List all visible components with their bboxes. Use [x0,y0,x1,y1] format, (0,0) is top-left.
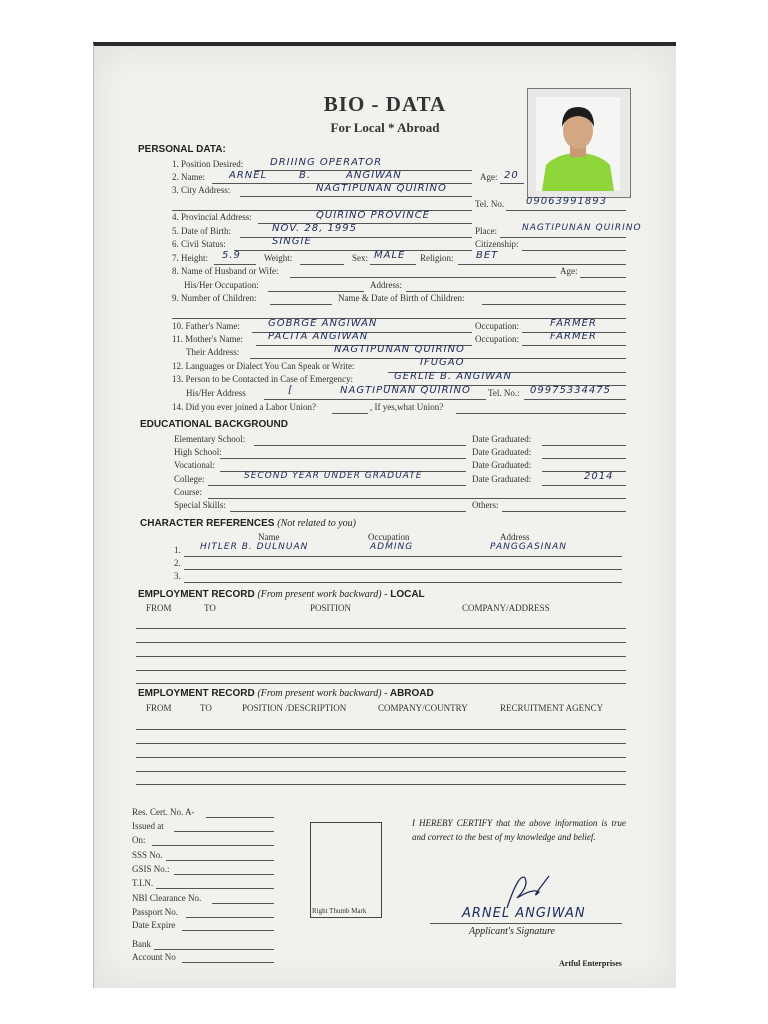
abroad-row-4 [136,771,626,772]
college-graduated-line [542,485,626,486]
thumb-mark-box [310,822,382,918]
reference-1-number: 1. [174,545,181,555]
city-value: NAGTIPUNAN QUIRINO [316,183,447,194]
emergency-address-line [264,399,486,400]
civil-status-value: SINGIE [272,236,312,247]
spouse-occupation-line [268,291,364,292]
union-line [332,413,368,414]
first-name-value: ARNEL [229,170,268,181]
issued-on-label: On: [132,835,146,845]
name-label: 2. Name: [172,172,205,182]
sex-value: MALE [374,250,406,261]
employment-abroad-note: (From present work backward) - [257,688,388,699]
position-value: DRIIING OPERATOR [270,157,383,168]
emergency-address-prefix: [ [288,385,293,396]
college-line [208,485,466,486]
reference-1-line [184,556,622,557]
spouse-occupation-label: His/Her Occupation: [184,280,259,290]
vocational-graduated-label: Date Graduated: [472,460,532,470]
photo-frame [527,88,631,198]
abroad-row-5 [136,784,626,785]
college-graduated-value: 2014 [584,471,614,482]
bank-line [154,949,274,950]
city-line [240,196,472,197]
abroad-row-3 [136,757,626,758]
tel-label: Tel. No. [475,199,505,209]
vocational-label: Vocational: [174,460,215,470]
abroad-company-header: COMPANY/COUNTRY [378,703,468,713]
local-position-header: POSITION [310,603,352,613]
reference-1-occupation: ADMING [370,542,414,552]
spouse-label: 8. Name of Husband or Wife: [172,266,279,276]
high-school-graduated-label: Date Graduated: [472,447,532,457]
spouse-age-label: Age: [560,266,578,276]
college-label: College: [174,474,205,484]
reference-occupation-header: Occupation [368,532,410,542]
signature-line [430,923,622,924]
character-references-title: CHARACTER REFERENCES [140,518,275,529]
course-line [208,498,626,499]
provincial-value: QUIRINO PROVINCE [316,210,430,221]
height-value: 5.9 [222,250,241,261]
civil-status-line [234,250,472,251]
local-from-header: FROM [146,603,172,613]
issued-at-line [174,831,274,832]
place-line [500,237,626,238]
citizenship-label: Citizenship: [475,239,519,249]
gsis-line [174,874,274,875]
form-subtitle: For Local * Abroad [330,120,440,135]
mother-occupation-line [522,345,626,346]
local-company-header: COMPANY/ADDRESS [462,603,550,613]
local-row-3 [136,656,626,657]
high-school-label: High School: [174,447,222,457]
applicant-signature: ARNEL ANGIWAN [462,906,586,921]
reference-name-header: Name [258,532,280,542]
emergency-contact-value: GERLIE B. ANGIWAN [394,371,512,382]
sss-line [166,860,274,861]
reference-1-address: PANGGASINAN [490,542,567,552]
res-cert-label: Res. Cert. No. A- [132,807,195,817]
local-row-5 [136,683,626,684]
signature-caption: Applicant's Signature [469,926,555,937]
character-references-heading [140,518,356,529]
issued-on-line [152,845,274,846]
citizenship-line [522,250,626,251]
elementary-label: Elementary School: [174,434,246,444]
employment-local-note: (From present work backward) - [257,589,388,600]
emergency-tel-value: 09975334475 [530,385,611,396]
abroad-from-header: FROM [146,703,172,713]
elementary-line [254,445,466,446]
college-value: SECOND YEAR UNDER GRADUATE [244,471,423,481]
age-line [500,183,524,184]
tin-line [156,888,274,889]
position-label: 1. Position Desired: [172,159,244,169]
employment-abroad-tag: ABROAD [389,688,434,699]
their-address-value: NAGTIPUNAN QUIRINO [334,344,465,355]
tel-value: 09063991893 [526,196,607,207]
account-line [182,962,274,963]
tel-line [506,210,626,211]
date-expire-label: Date Expire [132,920,176,930]
abroad-row-1 [136,729,626,730]
local-row-4 [136,670,626,671]
sex-label: Sex: [352,253,369,263]
children-names-line [482,304,626,305]
form-title: BIO - DATA [323,92,447,116]
emergency-tel-label: Tel. No.: [488,388,520,398]
emergency-tel-line [524,399,626,400]
college-graduated-label: Date Graduated: [472,474,532,484]
res-cert-line [206,817,274,818]
spouse-line [290,277,556,278]
children-count-label: 9. Number of Children: [172,293,257,303]
nbi-label: NBI Clearance No. [132,893,202,903]
sex-line [370,264,416,265]
others-line [502,511,626,512]
age-label: Age: [480,172,498,182]
languages-label: 12. Languages or Dialect You Can Speak or Write: [172,361,355,371]
high-school-graduated-line [542,458,626,459]
reference-3-line [184,582,622,583]
reference-2-number: 2. [174,558,181,568]
middle-name-value: B. [299,170,312,181]
spouse-address-line [406,291,626,292]
mother-label: 11. Mother's Name: [172,334,244,344]
union-if-yes-label: , If yes,what Union? [370,402,444,412]
reference-address-header: Address [500,532,530,542]
abroad-row-2 [136,743,626,744]
special-skills-line [230,511,466,512]
publisher-footer: Artful Enterprises [559,959,622,968]
passport-line [186,917,274,918]
employment-local-title: EMPLOYMENT RECORD [138,589,255,600]
applicant-photo [536,97,620,191]
spouse-age-line [580,277,626,278]
father-value: GOBRGE ANGIWAN [268,318,378,329]
children-count-line [270,304,332,305]
high-school-line [220,458,466,459]
spouse-address-label: Address: [370,280,402,290]
special-skills-label: Special Skills: [174,500,226,510]
abroad-position-header: POSITION /DESCRIPTION [242,703,347,713]
age-value: 20 [504,170,519,181]
abroad-agency-header: RECRUITMENT AGENCY [500,703,604,713]
languages-value: IFUGAO [420,357,465,368]
employment-local-heading [138,589,425,600]
father-label: 10. Father's Name: [172,321,240,331]
father-occupation-label: Occupation: [475,321,519,331]
elementary-graduated-label: Date Graduated: [472,434,532,444]
father-occupation-value: FARMER [550,318,597,329]
employment-local-tag: LOCAL [390,589,425,600]
elementary-graduated-line [542,445,626,446]
course-label: Course: [174,487,202,497]
others-label: Others: [472,500,499,510]
tin-label: T.I.N. [132,878,154,888]
bank-label: Bank [132,939,151,949]
abroad-to-header: TO [200,703,212,713]
employment-abroad-title: EMPLOYMENT RECORD [138,688,255,699]
reference-1-name: HITLER B. DULNUAN [200,542,309,552]
height-line [214,264,256,265]
religion-value: BET [476,250,499,261]
character-references-note: (Not related to you) [277,518,357,529]
dob-value: NOV. 28, 1995 [272,223,357,234]
certification-text: I HEREBY CERTIFY that the above information is true and correct to the best of my knowledge and belief. [412,818,626,842]
union-name-line [456,413,626,414]
provincial-label: 4. Provincial Address: [172,212,252,222]
union-label: 14. Did you ever joined a Labor Union? [172,402,316,412]
local-row-2 [136,642,626,643]
account-label: Account No [132,952,176,962]
place-label: Place: [475,226,497,236]
sss-label: SSS No. [132,850,163,860]
nbi-line [212,903,274,904]
weight-label: Weight: [264,253,293,263]
mother-occupation-label: Occupation: [475,334,519,344]
religion-line [458,264,626,265]
religion-label: Religion: [420,253,454,263]
reference-2-line [184,569,622,570]
mother-occupation-value: FARMER [550,331,597,342]
dob-label: 5. Date of Birth: [172,226,231,236]
civil-status-label: 6. Civil Status: [172,239,226,249]
date-expire-line [182,930,274,931]
local-to-header: TO [204,603,216,613]
gsis-label: GSIS No.: [132,864,170,874]
education-heading: EDUCATIONAL BACKGROUND [140,419,288,430]
emergency-contact-label: 13. Person to be Contacted in Case of Emergency: [172,374,354,384]
reference-3-number: 3. [174,571,181,581]
issued-at-label: Issued at [132,821,164,831]
thumb-mark-label: Right Thumb Mark [312,907,367,915]
emergency-address-label: His/Her Address [186,388,246,398]
employment-abroad-heading [138,688,434,699]
place-value: NAGTIPUNAN QUIRINO [522,223,642,233]
mother-value: PACITA ANGIWAN [268,331,369,342]
passport-label: Passport No. [132,907,179,917]
children-names-label: Name & Date of Birth of Children: [338,293,465,303]
weight-line [300,264,344,265]
last-name-value: ANGIWAN [346,170,402,181]
height-label: 7. Height: [172,253,208,263]
city-label: 3. City Address: [172,185,231,195]
bio-data-form [93,42,676,988]
emergency-address-value: NAGTIPUNAN QUIRINO [340,385,471,396]
personal-data-heading: PERSONAL DATA: [138,144,226,155]
local-row-1 [136,628,626,629]
their-address-label: Their Address: [186,347,240,357]
